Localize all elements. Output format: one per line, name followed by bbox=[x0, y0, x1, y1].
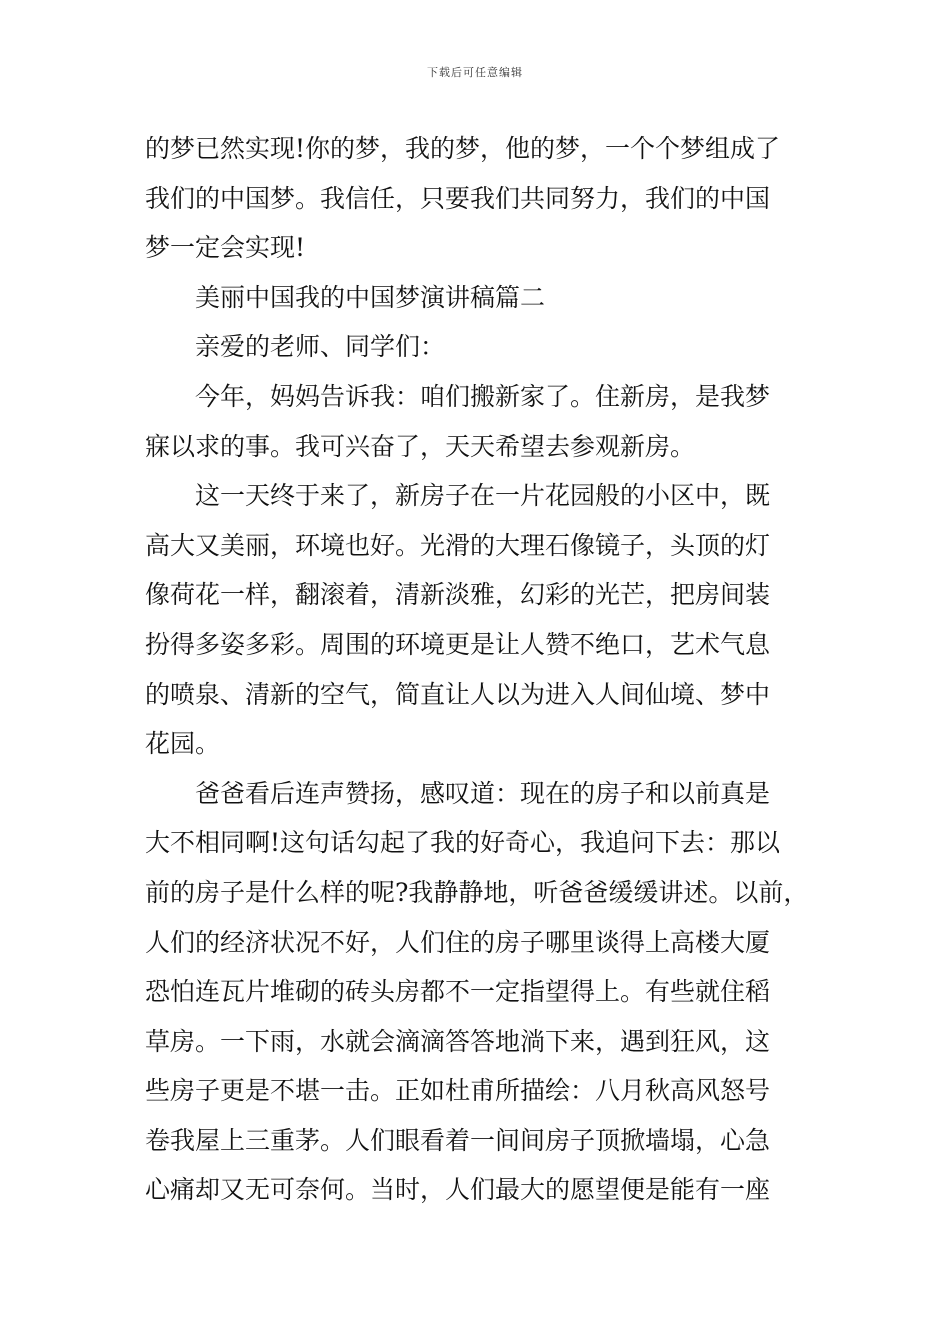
salutation: 亲爱的老师、同学们： bbox=[195, 332, 446, 362]
text-line: 寐以求的事。我可兴奋了，天天希望去参观新房。 bbox=[145, 431, 696, 461]
text-line: 大不相同啊!这句话勾起了我的好奇心，我追问下去：那以 bbox=[145, 828, 781, 858]
text-line: 我们的中国梦。我信任，只要我们共同努力，我们的中国 bbox=[145, 183, 771, 213]
text-line: 扮得多姿多彩。周围的环境更是让人赞不绝口，艺术气息 bbox=[145, 629, 771, 659]
text-line: 高大又美丽，环境也好。光滑的大理石像镜子，头顶的灯 bbox=[145, 530, 771, 560]
text-line: 卷我屋上三重茅。人们眼看着一间间房子顶掀墙塌，心急 bbox=[145, 1125, 771, 1155]
text-line: 前的房子是什么样的呢?我静静地，听爸爸缓缓讲述。以前， bbox=[145, 877, 809, 907]
text-line: 人们的经济状况不好，人们住的房子哪里谈得上高楼大厦 bbox=[145, 927, 771, 957]
text-line: 心痛却又无可奈何。当时，人们最大的愿望便是能有一座 bbox=[145, 1175, 771, 1205]
page-header-note: 下载后可任意编辑 bbox=[427, 66, 523, 79]
text-line: 草房。一下雨，水就会滴滴答答地淌下来，遇到狂风，这 bbox=[145, 1026, 771, 1056]
text-line: 爸爸看后连声赞扬，感叹道：现在的房子和以前真是 bbox=[195, 778, 771, 808]
text-line: 恐怕连瓦片堆砌的砖头房都不一定指望得上。有些就住稻 bbox=[145, 977, 771, 1007]
document-body bbox=[145, 124, 809, 1215]
text-line: 的梦已然实现!你的梦，我的梦，他的梦，一个个梦组成了 bbox=[145, 134, 781, 163]
text-line: 的喷泉、清新的空气，简直让人以为进入人间仙境、梦中 bbox=[145, 679, 771, 709]
text-line: 些房子更是不堪一击。正如杜甫所描绘：八月秋高风怒号 bbox=[145, 1076, 771, 1106]
text-line: 今年，妈妈告诉我：咱们搬新家了。住新房，是我梦 bbox=[195, 381, 771, 411]
text-line: 像荷花一样，翻滚着，清新淡雅，幻彩的光芒，把房间装 bbox=[145, 580, 771, 610]
section-title: 美丽中国我的中国梦演讲稿篇二 bbox=[195, 282, 546, 312]
text-line: 梦一定会实现! bbox=[145, 233, 306, 263]
text-line: 花园。 bbox=[145, 729, 221, 759]
text-line: 这一天终于来了，新房子在一片花园般的小区中，既 bbox=[195, 481, 771, 511]
